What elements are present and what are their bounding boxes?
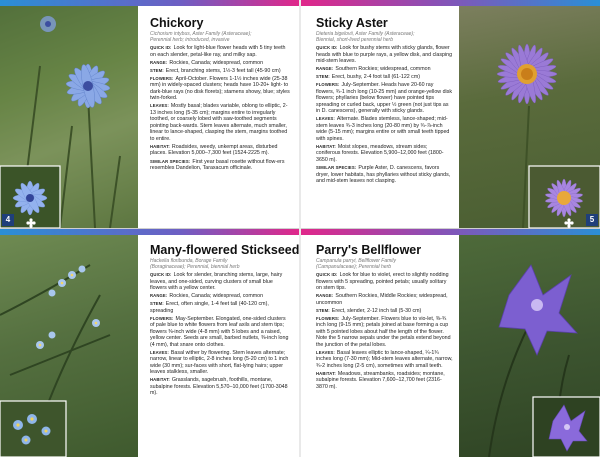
sticky-aster-habitat	[316, 144, 453, 164]
sticky-aster-flower-illustration	[459, 6, 600, 228]
stickseed-habitat	[150, 377, 290, 397]
chickory-sci-line-1: Cichorium intybus, Aster Family (Asteraceae);	[150, 31, 252, 37]
stickseed-scientific-name	[150, 258, 290, 270]
bellflower-photo	[459, 235, 600, 457]
entry-label: HABITAT:	[316, 370, 336, 376]
chickory-sci-line-2: Perennial herb; introduced, invasive	[150, 37, 230, 43]
entry-label: STEM:	[150, 301, 164, 307]
sticky-aster-photo	[459, 6, 600, 228]
stickseed-photo	[0, 235, 138, 457]
entry-label: FLOWERS:	[316, 82, 340, 88]
entry-text: Roadsides, weedy, unkempt areas, disturbed places. Elevation 5,000–7,300 feet (1524-2225 m).	[150, 143, 278, 157]
bellflower-range	[316, 293, 453, 306]
entry-label: FLOWERS:	[316, 315, 340, 321]
entry-text: Southern Rockies, Middle Rockies; widespread, uncommon	[316, 293, 448, 306]
stickseed-flowers	[150, 316, 290, 349]
stickseed-text-block	[150, 243, 300, 399]
sticky-aster-similar-species	[316, 165, 453, 185]
entry-label: QUICK ID:	[316, 45, 338, 50]
stickseed-stem	[150, 301, 290, 314]
chickory-flower-illustration	[0, 6, 138, 228]
bellflower-text-block	[316, 243, 453, 392]
entry-label: LEAVES:	[316, 349, 335, 355]
entry-label: STEM:	[150, 67, 164, 73]
chickory-title: Chickory	[150, 16, 204, 30]
stickseed-leaves	[150, 350, 290, 376]
chickory-photo	[0, 6, 138, 228]
entry-label: LEAVES:	[316, 116, 335, 122]
entry-label: STEM:	[316, 74, 330, 80]
entry-label: RANGE:	[150, 293, 168, 299]
chickory-scientific-name	[150, 31, 290, 43]
entry-label: QUICK ID:	[316, 272, 338, 277]
entry-text: Rockies, Canada; widespread, common	[169, 293, 264, 300]
bellflower-sci-line-2: (Campanulaceae); Perennial herb	[316, 264, 392, 270]
entry-label: QUICK ID:	[150, 45, 172, 50]
sticky-aster-title: Sticky Aster	[316, 16, 388, 30]
chickory-similar-species	[150, 159, 290, 172]
entry-text: Erect, slender, 2-12 inch tall (5-30 cm)	[331, 307, 422, 314]
page-number-4: 4	[2, 214, 14, 226]
entry-label: HABITAT:	[150, 143, 170, 149]
stickseed-range	[150, 293, 290, 300]
bellflower-stem	[316, 308, 453, 315]
sticky-aster-sci-line-2: Biennial, short-lived perennial herb	[316, 37, 393, 43]
chickory-quick-id	[150, 45, 290, 58]
sticky-aster-quick-id	[316, 45, 453, 65]
entry-label: SIMILAR SPECIES:	[316, 165, 357, 171]
sticky-aster-stem	[316, 74, 453, 81]
entry-text: Look for light-blue flower heads with 5 tiny teeth on each slender, petal-like ray, and milky sap.	[150, 45, 286, 58]
bellflower-quick-id	[316, 272, 453, 292]
entry-text: Basal wither by flowering. Stem leaves alternate; narrow, linear to elliptic, 2-8 inches long (5-20 cm) to 1 inch wide (30 mm); sur-faces with short, flat-lying hairs; upper leaves stalkless, smaller.	[150, 349, 289, 376]
stickseed-title: Many-flowered Stickseed	[150, 243, 300, 257]
book-gutter	[299, 0, 301, 457]
sticky-aster-leaves	[316, 116, 453, 142]
entry-label: LEAVES:	[150, 349, 169, 355]
chickory-leaves	[150, 103, 290, 142]
bellflower-flowers	[316, 316, 453, 349]
stickseed-flower-illustration	[0, 235, 138, 457]
sticky-aster-range	[316, 66, 453, 73]
sticky-aster-flowers	[316, 82, 453, 115]
bellflower-leaves	[316, 350, 453, 370]
entry-text: Mostly basal; blades variable, oblong to elliptic, 2-13 inches long (5-35 cm); margins entire to irregularly toothed, or coarsely lobed with saw-toothed segments pointing back-wards. Stem leaves alternate, much smaller, linear to lance-shaped, clasping the stem, margins toothed to entire.	[150, 103, 288, 142]
sticky-aster-scientific-name	[316, 31, 453, 43]
entry-label: FLOWERS:	[150, 75, 174, 81]
entry-label: SIMILAR SPECIES:	[150, 158, 191, 164]
bellflower-title: Parry's Bellflower	[316, 243, 422, 257]
flower-icon	[564, 215, 576, 225]
entry-label: HABITAT:	[316, 143, 336, 149]
entry-text: Erect, often single, 1-4 feet tall (40-120 cm), spreading	[150, 301, 269, 314]
entry-text: First year basal rosette without flow-ers resembles Dandelion, Taraxacum officinale.	[150, 158, 285, 172]
bellflower-flower-illustration	[459, 235, 600, 457]
entry-text: Basal leaves elliptic to lance-shaped, ¼-1¾ inches long (7-30 mm); Mid-stem leaves alternate, narrow, ¾-2 inches long (2-5 cm), sometimes with small teeth.	[316, 349, 453, 369]
entry-label: RANGE:	[316, 66, 334, 72]
entry-text: Meadows, streambanks, roadsides; montane, subalpine forests. Elevation 7,600–12,700 feet (2316-3870 m).	[316, 370, 445, 390]
entry-label: QUICK ID:	[150, 272, 172, 277]
page-number-5: 5	[586, 214, 598, 226]
stickseed-sci-line-2: (Boraginaceae); Perennial, biennial herb	[150, 264, 240, 270]
bellflower-habitat	[316, 371, 453, 391]
stickseed-quick-id	[150, 272, 290, 292]
chickory-habitat	[150, 144, 290, 157]
entry-text: July-September. Heads have 20-60 ray flowers, ¾-1 inch long (10-25 mm) and orange-yellow disk flowers; phyllaries (below flower) have pointed tips spreading or curled back, upper ½ green (not just tips as in D. canescens), generally with sticky glands.	[316, 82, 453, 115]
entry-text: Look for slender, branching stems, large, hairy leaves, and one-sided, curving clusters of small blue flowers with a yellow center.	[150, 272, 283, 291]
entry-label: LEAVES:	[150, 103, 169, 109]
stickseed-sci-line-1: Hackelia floribunda, Borage Family	[150, 258, 228, 264]
entry-text: Look for bushy stems with sticky glands, flower heads with blue to purple rays, a yellow disk, and clasping mid-stem leaves.	[316, 45, 453, 64]
chickory-stem	[150, 68, 290, 75]
entry-text: Erect, bushy, 2-4 foot tall (61-122 cm)	[331, 74, 421, 81]
entry-text: Look for blue to violet, erect to slightly nodding flowers with 5 spreading, pointed petals; usually solitary on stem tips.	[316, 272, 449, 291]
bellflower-sci-line-1: Campanula parryi, Bellflower Family	[316, 258, 397, 264]
flower-icon	[26, 215, 38, 225]
entry-text: Moist slopes, meadows, stream sides; coniferous forests. Elevation 5,900–12,000 feet (1800-3650 m).	[316, 143, 444, 163]
entry-label: RANGE:	[316, 293, 334, 299]
entry-label: HABITAT:	[150, 377, 170, 383]
entry-text: Alternate. Blades stemless, lance-shaped; mid-stem leaves ¾-3 inches long (20-80 mm) by ¾-⅞-inch wide (5-15 mm); margins entire or with small teeth tipped with spines.	[316, 116, 450, 142]
entry-text: May-September. Elongated, one-sided clusters of pale blue to white flowers from leaf axils and stem tips; flowers ⅜-inch wide (4-8 mm) with 5 lobes and a raised, yellow center. Seeds are small, barbed nutlets, ⅜-inch long (4 mm), that snare onto clothes.	[150, 315, 289, 348]
bellflower-scientific-name	[316, 258, 453, 270]
entry-label: FLOWERS:	[150, 315, 174, 321]
chickory-flowers	[150, 76, 290, 102]
entry-label: STEM:	[316, 307, 330, 313]
entry-text: July-September. Flowers blue to vio-let, ⅜-¾ inch long (9-15 mm); petals joined at base forming a cup with 5 pointed lobes about half the length of the flower. Note the 5 narrow sepals under the petals extend beyond the junction of the petal lobes.	[316, 315, 451, 348]
entry-text: Purple Aster, D. canescens, favors dryer, lower habitats, has phyllaries without sticky glands, and mid-stem leaves not clasping.	[316, 165, 451, 185]
chickory-range	[150, 60, 290, 67]
chickory-text-block	[150, 16, 290, 173]
entry-text: Southern Rockies; widespread, common	[335, 66, 431, 73]
sticky-aster-sci-line-1: Dieteria bigelovii, Aster Family (Asteraceae);	[316, 31, 415, 37]
entry-text: Grasslands, sagebrush, foothills, montane, subalpine forests. Elevation 5,570–10,000 feet (1700-3048 m).	[150, 377, 288, 397]
sticky-aster-text-block	[316, 16, 453, 186]
entry-text: Rockies, Canada; widespread, common	[169, 59, 264, 66]
entry-text: April-October. Flowers 1-1½ inches wide (25-38 mm) in widely-spaced clusters; heads have 10-20+ light- to dark-blue rays (no disk florets); stamens showy, blue; styles twin-forked.	[150, 75, 290, 102]
entry-text: Erect, branching stems, 1½-3 feet tall (45-90 cm)	[165, 67, 281, 74]
entry-label: RANGE:	[150, 59, 168, 65]
